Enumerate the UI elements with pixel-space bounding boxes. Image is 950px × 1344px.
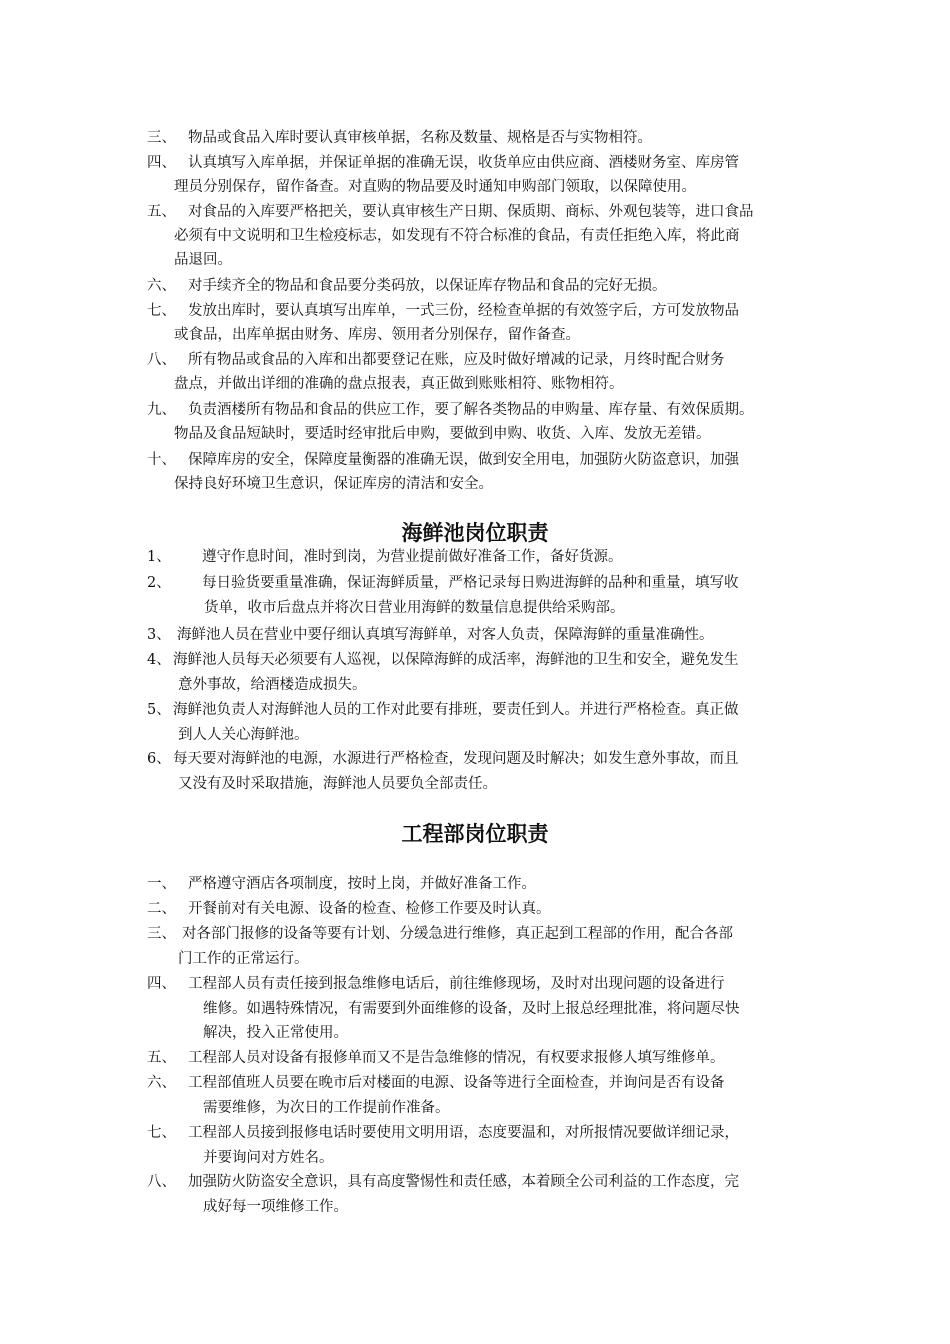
seafood-section-title: 海鲜池岗位职责 [401,520,549,545]
item-line: 所有物品或食品的入库和出都要登记在账，应及时做好增减的记录，月终时配合财务 [188,352,725,368]
item-line: 对食品的入库要严格把关，要认真审核生产日期、保质期、商标、外观包装等，进口食品 [188,204,754,220]
item-line: 并要询问对方姓名。 [203,1150,334,1166]
item-line: 工程部人员对设备有报修单而又不是告急维修的情况，有权要求报修人填写维修单。 [188,1050,725,1066]
item-number: 六、 [147,278,176,294]
item-line: 或食品，出库单据由财务、库房、领用者分别保存，留作备查。 [174,327,580,343]
engineering-section-title: 工程部岗位职责 [401,821,549,846]
item-line: 认真填写入库单据，并保证单据的准确无误，收货单应由供应商、酒楼财务室、库房管 [188,155,739,171]
item-line: 海鲜池负责人对海鲜池人员的工作对此要有排班，要责任到人。并进行严格检查。真正做 [173,702,739,718]
item-number: 十、 [147,452,176,468]
item-number: 1、 [147,549,171,565]
item-line: 需要维修，为次日的工作提前作准备。 [203,1100,450,1116]
item-line: 工程部值班人员要在晚市后对楼面的电源、设备等进行全面检查，并询问是否有设备 [188,1075,725,1091]
item-line: 物品及食品短缺时，要适时经审批后申购，要做到申购、收货、入库、发放无差错。 [174,426,711,442]
item-number: 六、 [147,1075,176,1091]
item-line: 保障库房的安全，保障度量衡器的准确无误，做到安全用电，加强防火防盗意识，加强 [188,452,739,468]
item-number: 三、 [147,130,176,146]
item-number: 5、 [147,702,171,718]
item-line: 工程部人员有责任接到报急维修电话后，前往维修现场，及时对出现问题的设备进行 [188,976,725,992]
item-number: 四、 [147,155,176,171]
item-line: 每天要对海鲜池的电源，水源进行严格检查，发现问题及时解决；如发生意外事故，而且 [173,751,739,767]
item-line: 保持良好环境卫生意识，保证库房的清洁和安全。 [174,476,493,492]
item-line: 到人人关心海鲜池。 [178,727,309,743]
item-number: 3、 [147,627,171,643]
item-number: 二、 [147,901,176,917]
item-line: 工程部人员接到报修电话时要使用文明用语，态度要温和，对所报情况要做详细记录， [188,1125,739,1141]
item-line: 品退回。 [174,252,232,268]
item-line: 成好每一项维修工作。 [203,1199,348,1215]
item-line: 盘点，并做出详细的准确的盘点报表，真正做到账账相符、账物相符。 [174,376,624,392]
item-line: 理员分别保存，留作备查。对直购的物品要及时通知申购部门领取，以保障使用。 [174,179,696,195]
item-line: 门工作的正常运行。 [178,951,309,967]
item-number: 五、 [147,204,176,220]
item-number: 一、 [147,876,176,892]
item-number: 七、 [147,303,176,319]
item-line: 必须有中文说明和卫生检疫标志，如发现有不符合标准的食品，有责任拒绝入库，将此商 [174,228,740,244]
item-line: 负责酒楼所有物品和食品的供应工作，要了解各类物品的申购量、库存量、有效保质期。 [188,402,754,418]
item-line: 物品或食品入库时要认真审核单据，名称及数量、规格是否与实物相符。 [188,130,652,146]
item-line: 开餐前对有关电源、设备的检查、检修工作要及时认真。 [188,901,551,917]
item-line: 发放出库时，要认真填写出库单，一式三份，经检查单据的有效签字后，方可发放物品 [188,303,739,319]
item-line: 每日验货要重量准确，保证海鲜质量，严格记录每日购进海鲜的品种和重量，填写收 [202,575,739,591]
item-number: 八、 [147,1174,176,1190]
item-line: 严格遵守酒店各项制度，按时上岗，并做好准备工作。 [188,876,536,892]
item-number: 2、 [147,575,171,591]
item-number: 6、 [147,751,171,767]
item-line: 意外事故，给酒楼造成损失。 [178,677,367,693]
item-line: 对各部门报修的设备等要有计划、分缓急进行维修，真正起到工程部的作用，配合各部 [182,926,733,942]
item-line: 加强防火防盗安全意识，具有高度警惕性和责任感，本着顾全公司利益的工作态度，完 [188,1174,739,1190]
item-number: 八、 [147,352,176,368]
item-line: 货单，收市后盘点并将次日营业用海鲜的数量信息提供给采购部。 [204,600,625,616]
item-line: 海鲜池人员在营业中要仔细认真填写海鲜单，对客人负责，保障海鲜的重量准确性。 [177,627,714,643]
item-number: 九、 [147,402,176,418]
item-number: 五、 [147,1050,176,1066]
item-number: 4、 [147,652,171,668]
item-number: 三、 [147,926,176,942]
item-line: 维修。如遇特殊情况，有需要到外面维修的设备，及时上报总经理批准，将问题尽快 [203,1001,740,1017]
item-line: 遵守作息时间，准时到岗，为营业提前做好准备工作，备好货源。 [202,549,623,565]
item-line: 又没有及时采取措施，海鲜池人员要负全部责任。 [178,776,497,792]
item-line: 海鲜池人员每天必须要有人巡视，以保障海鲜的成活率，海鲜池的卫生和安全，避免发生 [173,652,739,668]
item-line: 对手续齐全的物品和食品要分类码放，以保证库存物品和食品的完好无损。 [188,278,667,294]
item-number: 四、 [147,976,176,992]
item-number: 七、 [147,1125,176,1141]
item-line: 解决，投入正常使用。 [203,1025,348,1041]
